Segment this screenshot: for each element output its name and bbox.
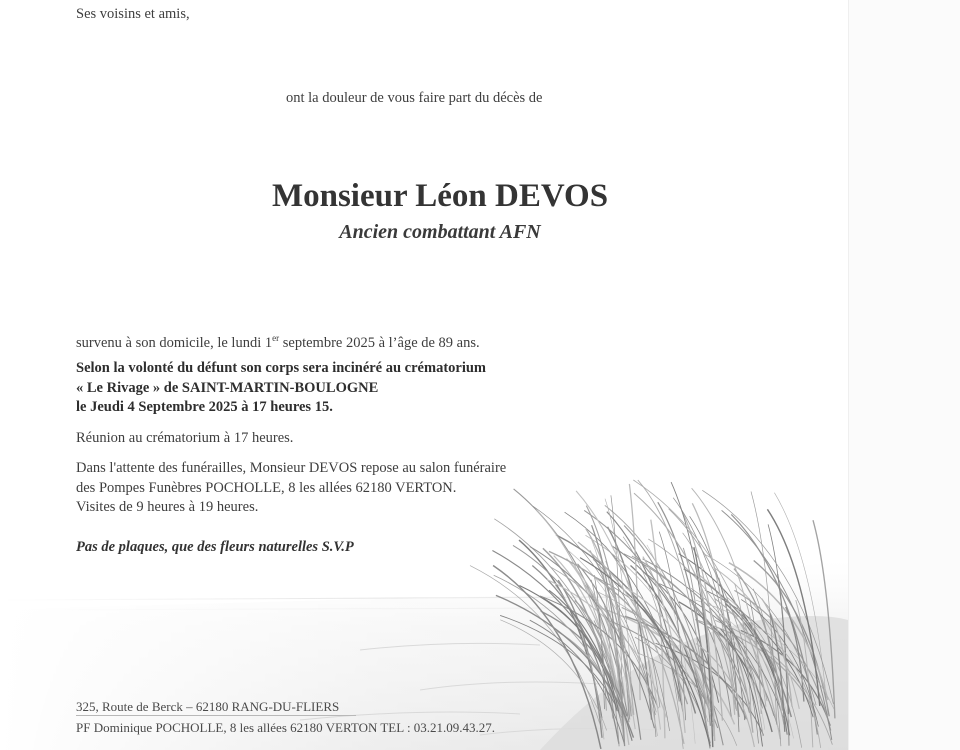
cremation-line-2: « Le Rivage » de SAINT-MARTIN-BOULOGNE [76,380,379,396]
cremation-line-1: Selon la volonté du défunt son corps sera incinéré au crématorium [76,360,487,376]
meeting-text: Réunion au crématorium à 17 heures. [76,430,294,446]
footer-contact: PF Dominique POCHOLLE, 8 les allées 62180 VERTON TEL : 03.21.09.43.27. [76,720,496,735]
cremation-line-3: le Jeudi 4 Septembre 2025 à 17 heures 15. [76,399,333,415]
footer-address: 325, Route de Berck – 62180 RANG-DU-FLIERS [76,699,340,714]
funeral-home-line-1: Dans l'attente des funérailles, Monsieur DEVOS repose au salon funéraire [76,460,507,476]
footer-rule [76,715,356,716]
funeral-home-line-3: Visites de 9 heures à 19 heures. [76,499,259,515]
death-notice-after: septembre 2025 à l’âge de 89 ans. [279,334,480,351]
announcement-text: ont la douleur de vous faire part du décès de [286,90,543,106]
death-notice-before: survenu à son domicile, le lundi 1 [76,334,273,351]
deceased-name: Monsieur Léon DEVOS [271,178,609,214]
funeral-home-line-2: des Pompes Funèbres POCHOLLE, 8 les allées 62180 VERTON. [76,480,457,496]
greeting-text: Ses voisins et amis, [76,6,190,22]
flowers-note: Pas de plaques, que des fleurs naturelles S.V.P [76,539,354,555]
deceased-title: Ancien combattant AFN [339,221,541,243]
death-notice [76,330,480,351]
death-notice-superscript: er [272,333,280,343]
